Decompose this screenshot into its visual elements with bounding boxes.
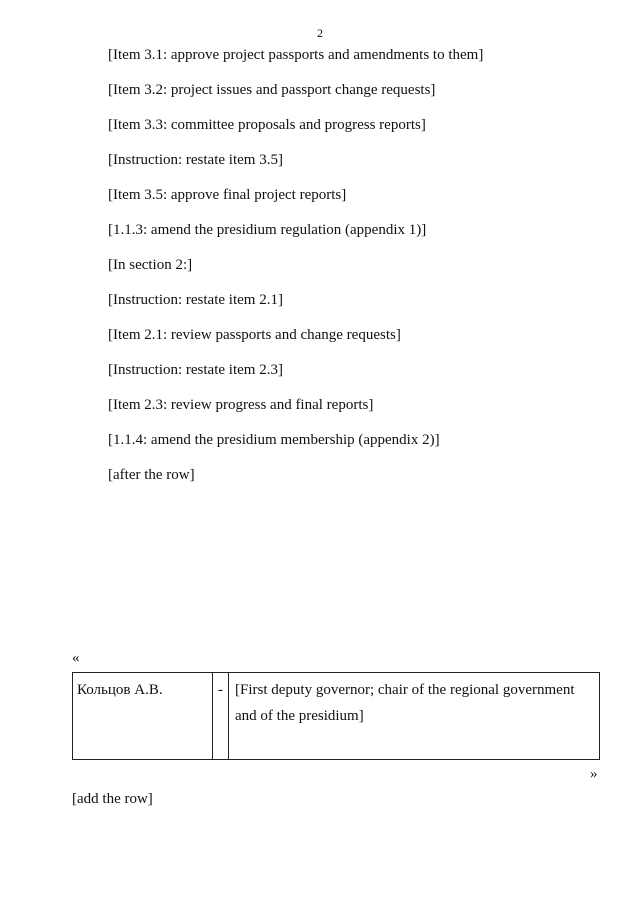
paragraph: [Item 3.3: committee proposals and progress reports] [108, 117, 426, 133]
paragraph: [Instruction: restate item 2.1] [108, 292, 283, 308]
member-table [72, 672, 600, 760]
opening-quote: « [72, 650, 80, 666]
paragraph: [In section 2:] [108, 257, 193, 273]
closing-quote: » [590, 766, 598, 782]
paragraph: [Item 3.5: approve final project reports] [108, 187, 347, 203]
page-number: 2 [317, 26, 323, 40]
paragraph: [1.1.4: amend the presidium membership (appendix 2)] [108, 432, 440, 448]
paragraph: [1.1.3: amend the presidium regulation (appendix 1)] [108, 222, 427, 238]
paragraph: [after the row] [108, 467, 195, 483]
tail-text: [add the row] [72, 791, 153, 807]
paragraph: [Item 2.1: review passports and change requests] [108, 327, 401, 343]
paragraph: [Instruction: restate item 3.5] [108, 152, 283, 168]
dash-cell: - [213, 673, 229, 759]
member-name-cell: Кольцов А.В. [73, 673, 213, 759]
member-role-cell: [First deputy governor; chair of the regional government and of the presidium] [235, 682, 575, 724]
paragraph: [Instruction: restate item 2.3] [108, 362, 283, 378]
paragraph: [Item 2.3: review progress and final reports] [108, 397, 374, 413]
body-text [72, 42, 602, 497]
paragraph: [Item 3.2: project issues and passport change requests] [108, 82, 436, 98]
paragraph: [Item 3.1: approve project passports and amendments to them] [108, 47, 484, 63]
